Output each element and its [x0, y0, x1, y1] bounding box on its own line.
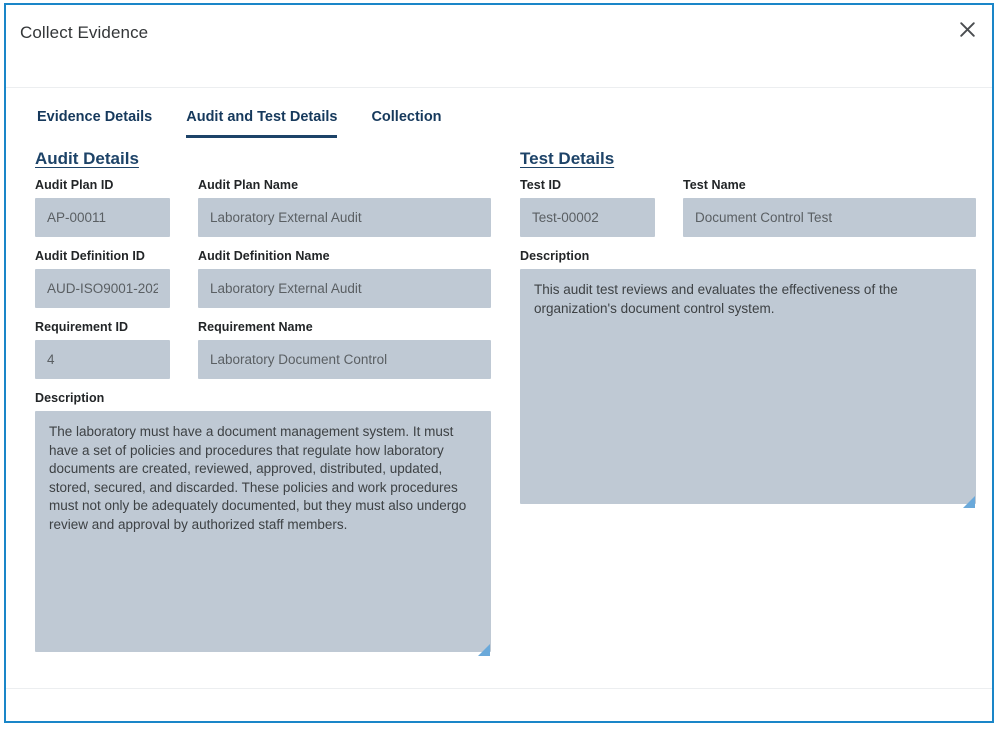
audit-definition-name-input[interactable]: [198, 269, 491, 308]
tab-evidence-details[interactable]: Evidence Details: [37, 109, 153, 125]
spacer: [170, 320, 198, 379]
audit-description-textarea[interactable]: [35, 411, 491, 652]
field-label: Requirement Name: [198, 320, 313, 334]
audit-plan-row: [35, 178, 491, 237]
dialog-header: [6, 5, 992, 88]
requirement-row: [35, 320, 491, 379]
field-label: Description: [520, 249, 590, 263]
field-label: Test Name: [683, 178, 746, 192]
test-name-input[interactable]: [683, 198, 976, 237]
field-test-description: [520, 249, 976, 509]
field-audit-plan-name: [198, 178, 491, 237]
tab-bar: [6, 105, 992, 149]
spacer: [655, 178, 683, 237]
field-label: Description: [35, 391, 105, 405]
dialog-footer: [6, 688, 992, 721]
dialog-body: [6, 149, 992, 704]
audit-definition-id-input[interactable]: [35, 269, 170, 308]
audit-details-section: [35, 149, 491, 657]
field-test-name: [683, 178, 976, 237]
collect-evidence-dialog: [4, 3, 994, 723]
audit-plan-name-input[interactable]: [198, 198, 491, 237]
audit-definition-row: [35, 249, 491, 308]
page-title: Collect Evidence: [20, 23, 149, 42]
requirement-id-input[interactable]: [35, 340, 170, 379]
field-label: Audit Plan Name: [198, 178, 299, 192]
field-audit-plan-id: [35, 178, 170, 237]
audit-description-wrapper: [35, 411, 491, 657]
test-id-input[interactable]: [520, 198, 655, 237]
test-row: [520, 178, 976, 237]
requirement-name-input[interactable]: [198, 340, 491, 379]
test-details-section: [520, 149, 976, 509]
field-audit-definition-id: [35, 249, 170, 308]
spacer: [170, 249, 198, 308]
field-audit-description: [35, 391, 491, 657]
tab-collection[interactable]: Collection: [371, 109, 442, 125]
field-requirement-id: [35, 320, 170, 379]
field-label: Requirement ID: [35, 320, 129, 334]
audit-plan-id-input[interactable]: [35, 198, 170, 237]
field-label: Audit Plan ID: [35, 178, 114, 192]
tab-audit-and-test-details[interactable]: Audit and Test Details: [186, 105, 337, 138]
field-audit-definition-name: [198, 249, 491, 308]
tab-divider: [37, 143, 498, 146]
test-description-wrapper: [520, 269, 976, 509]
test-details-heading: Test Details: [520, 149, 615, 168]
field-label: Audit Definition Name: [198, 249, 330, 263]
spacer: [170, 178, 198, 237]
test-description-textarea[interactable]: [520, 269, 976, 504]
field-label: Audit Definition ID: [35, 249, 145, 263]
field-label: Test ID: [520, 178, 562, 192]
field-requirement-name: [198, 320, 491, 379]
close-icon[interactable]: [954, 16, 980, 42]
field-test-id: [520, 178, 655, 237]
audit-details-heading: Audit Details: [35, 149, 139, 168]
